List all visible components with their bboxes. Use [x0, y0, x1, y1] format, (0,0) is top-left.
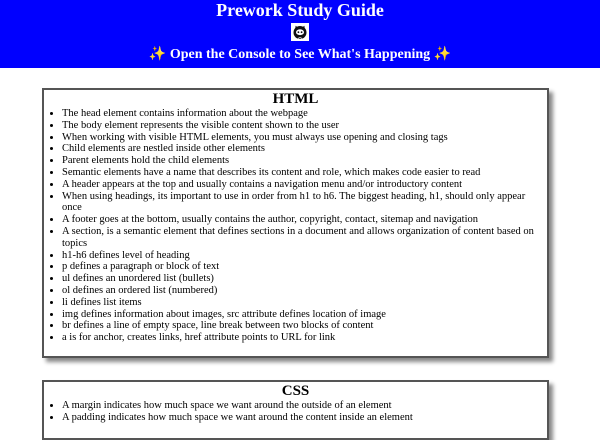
list-item: • A footer goes at the bottom, usually contains the author, copyright, contact, sitemap and navigation [62, 214, 541, 226]
tagline-text: Open the Console to See What's Happening [169, 47, 431, 62]
console-tagline [0, 47, 600, 63]
list-item: • The head element contains information about the webpage [62, 108, 541, 120]
css-section [42, 380, 549, 440]
css-notes-list [44, 400, 547, 424]
list-item: • p defines a paragraph or block of text [62, 261, 541, 273]
list-item: • The body element represents the visible content shown to the user [62, 120, 541, 132]
list-item: • A margin indicates how much space we want around the outside of an element [62, 400, 541, 412]
list-item: • Semantic elements have a name that describes its content and role, which makes code easier to read [62, 167, 541, 179]
html-section [42, 88, 549, 358]
list-item: • img defines information about images, src attribute defines location of image [62, 309, 541, 321]
section-title-css: CSS [281, 383, 310, 399]
list-item: • A section, is a semantic element that defines sections in a document and allows organization of content based on topics [62, 226, 541, 250]
section-title-html: HTML [272, 91, 319, 107]
html-notes-list [44, 108, 547, 344]
list-item: • li defines list items [62, 297, 541, 309]
list-item: • Child elements are nestled inside other elements [62, 143, 541, 155]
sparkle-icon: ✨ [148, 47, 167, 62]
list-item: • When using headings, its important to use in order from h1 to h6. The biggest heading, h1, should only appear once [62, 191, 541, 215]
list-item: • br defines a line of empty space, line break between two blocks of content [62, 320, 541, 332]
list-item: • A header appears at the top and usually contains a navigation menu and/or introductory content [62, 179, 541, 191]
list-item: • A padding indicates how much space we want around the content inside an element [62, 412, 541, 424]
list-item: • Parent elements hold the child elements [62, 155, 541, 167]
page-header [0, 0, 600, 68]
github-octocat-icon [291, 23, 309, 41]
list-item: • h1-h6 defines level of heading [62, 250, 541, 262]
page-title: Prework Study Guide [216, 0, 384, 20]
list-item: • When working with visible HTML elements, you must always use opening and closing tags [62, 132, 541, 144]
list-item: • a is for anchor, creates links, href attribute points to URL for link [62, 332, 541, 344]
sparkle-icon: ✨ [433, 47, 452, 62]
list-item: • ul defines an unordered list (bullets) [62, 273, 541, 285]
list-item: • ol defines an ordered list (numbered) [62, 285, 541, 297]
